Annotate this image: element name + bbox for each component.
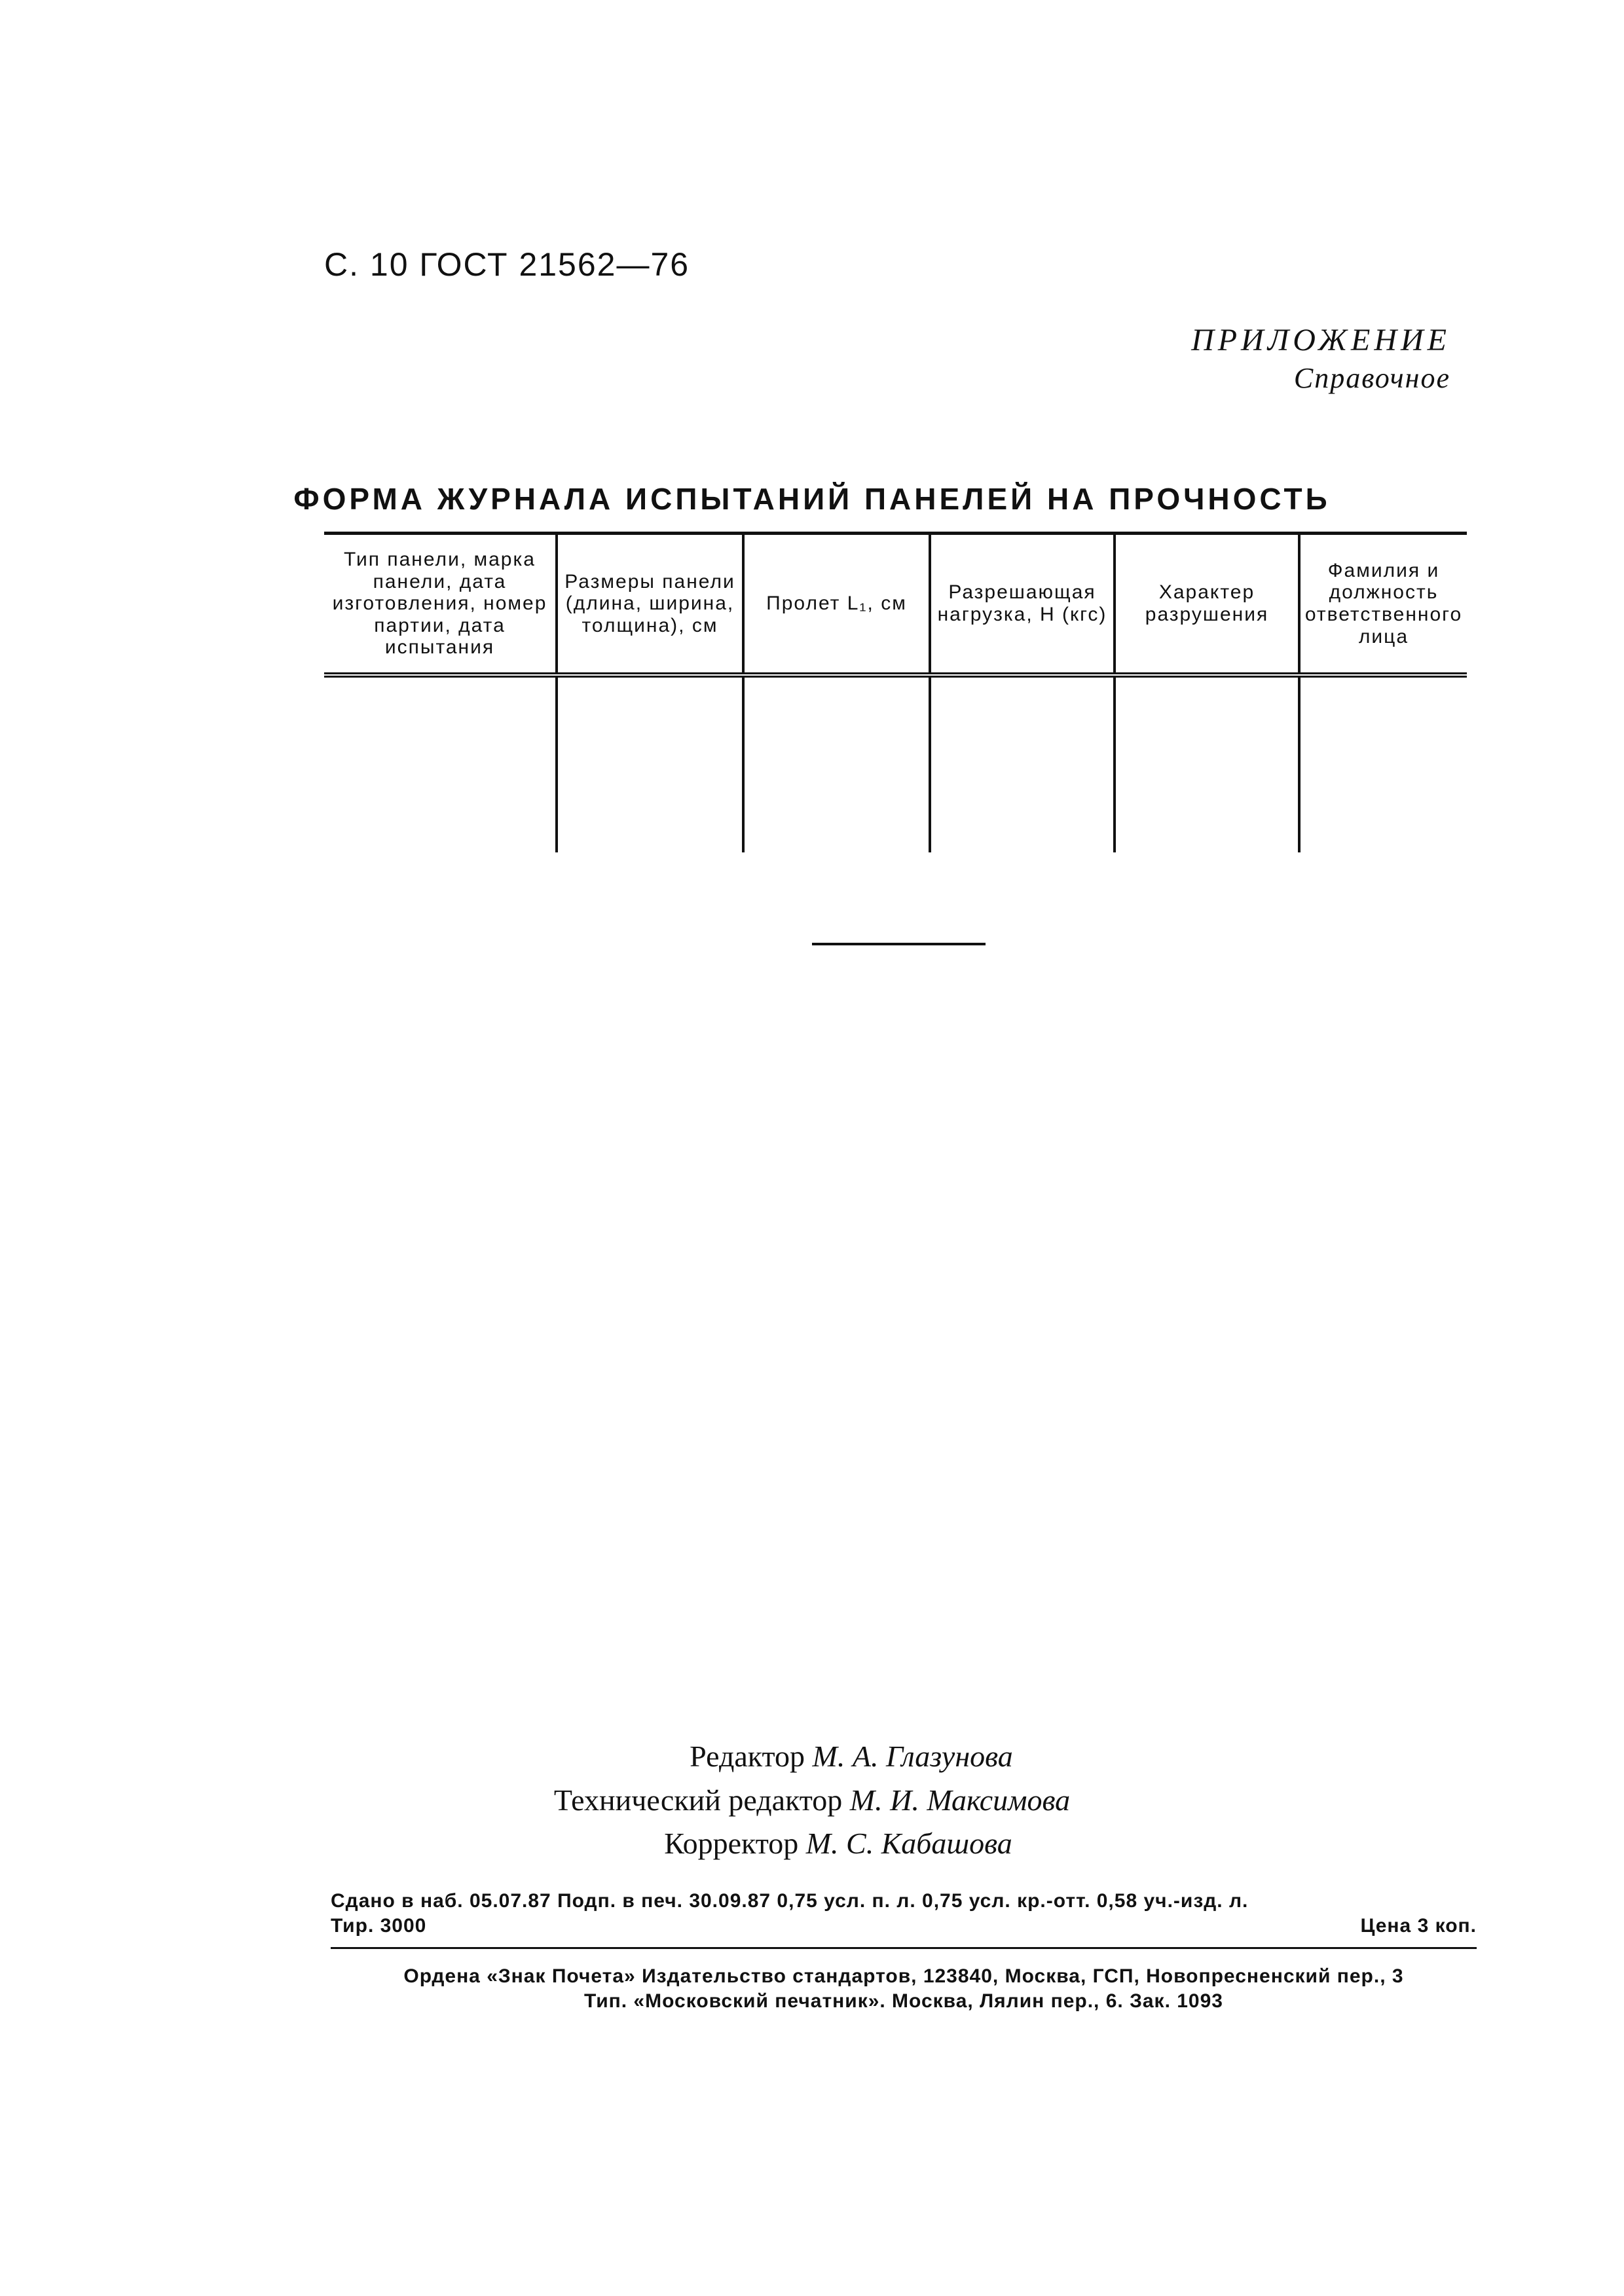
publisher-info [331,1964,1477,2013]
table-header-row [324,534,1467,676]
imprint-line-1 [331,1889,1477,1914]
appendix-type: Справочное [1293,362,1450,394]
column-header-panel-type: Тип панели, марка панели, дата изготовления, номер партии, дата испытания [324,534,557,676]
form-title: ФОРМА ЖУРНАЛА ИСПЫТАНИЙ ПАНЕЛЕЙ НА ПРОЧНОСТЬ [293,482,1331,516]
column-header-span: Пролет L₁, см [743,534,930,676]
table-cell [1299,675,1467,852]
corrector-line [0,1822,1624,1866]
corrector-name: М. С. Кабашова [805,1827,1012,1861]
column-header-failure: Характер разрушения [1115,534,1299,676]
test-log-table [324,532,1467,852]
table-cell [930,675,1115,852]
imprint-circulation: Тир. 3000 [331,1914,427,1937]
editor-name: М. А. Глазунова [812,1740,1013,1773]
running-head: С. 10 ГОСТ 21562—76 [324,246,690,283]
imprint-dates: Сдано в наб. 05.07.87 Подп. в печ. 30.09.87 0,75 усл. п. л. 0,75 усл. кр.-отт. 0,58 уч.-изд. л. [331,1890,1249,1912]
appendix-block [1191,321,1450,396]
column-header-dimensions: Размеры панели (длина, ширина, толщина), см [557,534,743,676]
column-header-load: Разрешающая нагрузка, Н (кгс) [930,534,1115,676]
tech-editor-role: Технический редактор [553,1783,843,1817]
appendix-label: ПРИЛОЖЕНИЕ [1191,323,1450,357]
table-row [324,675,1467,852]
table-cell [1115,675,1299,852]
publisher-line-2: Тип. «Московский печатник». Москва, Лялин пер., 6. Зак. 1093 [584,1990,1223,2012]
tech-editor-line [0,1779,1624,1823]
editor-role: Редактор [690,1740,805,1773]
imprint-price: Цена 3 коп. [1360,1914,1477,1937]
table-cell [324,675,557,852]
imprint-line-2 [331,1914,1477,1950]
tech-editor-name: М. И. Максимова [849,1783,1071,1817]
editor-line [0,1735,1624,1779]
section-divider [812,943,986,945]
corrector-role: Корректор [664,1827,799,1861]
publisher-line-1: Ордена «Знак Почета» Издательство стандартов, 123840, Москва, ГСП, Новопресненский пер., 3 [403,1965,1404,1987]
table-cell [743,675,930,852]
print-imprint [331,1889,1477,1949]
column-header-responsible: Фамилия и должность ответственного лица [1299,534,1467,676]
editorial-staff [0,1735,1624,1866]
table-cell [557,675,743,852]
